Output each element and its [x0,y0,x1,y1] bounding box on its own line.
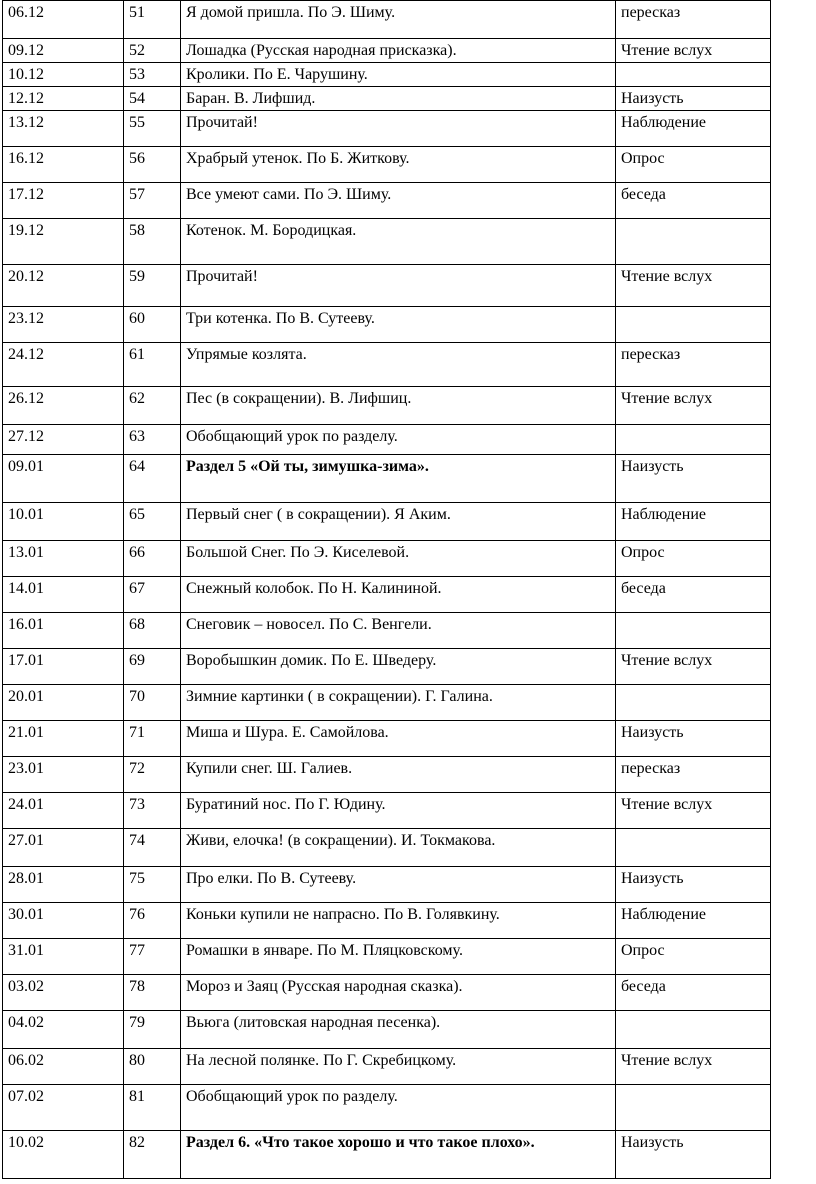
lesson-number-cell: 70 [124,685,181,721]
table-row [3,867,771,903]
topic-cell: Упрямые козлята. [181,343,616,387]
table-row [3,1131,771,1179]
date-cell: 20.12 [3,265,124,307]
date-cell: 17.01 [3,649,124,685]
topic-cell: Прочитай! [181,111,616,147]
lesson-number-cell: 52 [124,39,181,63]
form-cell: Наблюдение [616,903,771,939]
table-row [3,343,771,387]
form-cell [616,307,771,343]
form-cell: Наизусть [616,721,771,757]
table-row [3,265,771,307]
form-cell: Наизусть [616,1131,771,1179]
topic-cell: Ромашки в январе. По М. Пляцковскому. [181,939,616,975]
form-cell: Опрос [616,541,771,577]
date-cell: 19.12 [3,219,124,265]
table-row [3,757,771,793]
topic-cell: Купили снег. Ш. Галиев. [181,757,616,793]
table-row [3,503,771,541]
topic-cell: Мороз и Заяц (Русская народная сказка). [181,975,616,1011]
table-row [3,147,771,183]
lesson-number-cell: 53 [124,63,181,87]
date-cell: 20.01 [3,685,124,721]
topic-cell: На лесной полянке. По Г. Скребицкому. [181,1049,616,1085]
topic-cell: Три котенка. По В. Сутееву. [181,307,616,343]
date-cell: 31.01 [3,939,124,975]
topic-cell: Обобщающий урок по разделу. [181,425,616,455]
date-cell: 24.01 [3,793,124,829]
form-cell: беседа [616,577,771,613]
topic-cell: Раздел 5 «Ой ты, зимушка-зима». [181,455,616,503]
lesson-number-cell: 58 [124,219,181,265]
lesson-number-cell: 74 [124,829,181,867]
date-cell: 06.02 [3,1049,124,1085]
lesson-number-cell: 69 [124,649,181,685]
date-cell: 09.12 [3,39,124,63]
lesson-number-cell: 66 [124,541,181,577]
topic-cell: Обобщающий урок по разделу. [181,1085,616,1131]
date-cell: 07.02 [3,1085,124,1131]
date-cell: 04.02 [3,1011,124,1049]
date-cell: 13.01 [3,541,124,577]
date-cell: 10.01 [3,503,124,541]
form-cell [616,1011,771,1049]
form-cell: Наизусть [616,87,771,111]
date-cell: 09.01 [3,455,124,503]
topic-cell: Снеговик – новосел. По С. Венгели. [181,613,616,649]
lesson-number-cell: 68 [124,613,181,649]
lesson-number-cell: 73 [124,793,181,829]
topic-cell: Живи, елочка! (в сокращении). И. Токмакова. [181,829,616,867]
date-cell: 03.02 [3,975,124,1011]
table-row [3,455,771,503]
table-row [3,1011,771,1049]
form-cell [616,613,771,649]
date-cell: 12.12 [3,87,124,111]
lesson-number-cell: 57 [124,183,181,219]
form-cell: Опрос [616,147,771,183]
date-cell: 26.12 [3,387,124,425]
form-cell: Чтение вслух [616,793,771,829]
table-row [3,1085,771,1131]
lesson-number-cell: 51 [124,1,181,39]
lesson-number-cell: 67 [124,577,181,613]
table-row [3,613,771,649]
lesson-number-cell: 71 [124,721,181,757]
topic-cell: Коньки купили не напрасно. По В. Голявкину. [181,903,616,939]
topic-cell: Кролики. По Е. Чарушину. [181,63,616,87]
topic-cell: Вьюга (литовская народная песенка). [181,1011,616,1049]
topic-cell: Миша и Шура. Е. Самойлова. [181,721,616,757]
table-row [3,541,771,577]
topic-cell: Раздел 6. «Что такое хорошо и что такое плохо». [181,1131,616,1179]
form-cell: беседа [616,975,771,1011]
lesson-plan-table-body [3,1,771,1179]
lesson-number-cell: 65 [124,503,181,541]
topic-cell: Все умеют сами. По Э. Шиму. [181,183,616,219]
table-row [3,793,771,829]
date-cell: 23.01 [3,757,124,793]
topic-cell: Пес (в сокращении). В. Лифшиц. [181,387,616,425]
date-cell: 24.12 [3,343,124,387]
form-cell: Наизусть [616,455,771,503]
lesson-plan-table [2,0,771,1179]
form-cell: Чтение вслух [616,39,771,63]
lesson-number-cell: 72 [124,757,181,793]
table-row [3,903,771,939]
date-cell: 23.12 [3,307,124,343]
topic-cell: Я домой пришла. По Э. Шиму. [181,1,616,39]
table-row [3,685,771,721]
table-row [3,721,771,757]
table-row [3,829,771,867]
date-cell: 27.12 [3,425,124,455]
form-cell [616,63,771,87]
lesson-number-cell: 59 [124,265,181,307]
lesson-number-cell: 61 [124,343,181,387]
lesson-number-cell: 56 [124,147,181,183]
date-cell: 16.01 [3,613,124,649]
table-row [3,111,771,147]
table-row [3,219,771,265]
date-cell: 17.12 [3,183,124,219]
lesson-number-cell: 64 [124,455,181,503]
form-cell [616,829,771,867]
date-cell: 10.02 [3,1131,124,1179]
date-cell: 21.01 [3,721,124,757]
lesson-number-cell: 55 [124,111,181,147]
table-row [3,577,771,613]
form-cell: Чтение вслух [616,387,771,425]
table-row [3,307,771,343]
topic-cell: Котенок. М. Бородицкая. [181,219,616,265]
lesson-number-cell: 54 [124,87,181,111]
date-cell: 27.01 [3,829,124,867]
table-row [3,87,771,111]
date-cell: 16.12 [3,147,124,183]
form-cell: Наблюдение [616,111,771,147]
form-cell [616,685,771,721]
lesson-number-cell: 80 [124,1049,181,1085]
topic-cell: Буратиний нос. По Г. Юдину. [181,793,616,829]
table-row [3,39,771,63]
form-cell [616,425,771,455]
topic-cell: Воробышкин домик. По Е. Шведеру. [181,649,616,685]
form-cell [616,1085,771,1131]
date-cell: 10.12 [3,63,124,87]
form-cell: пересказ [616,1,771,39]
topic-cell: Баран. В. Лифшид. [181,87,616,111]
topic-cell: Прочитай! [181,265,616,307]
form-cell: Наизусть [616,867,771,903]
lesson-number-cell: 60 [124,307,181,343]
table-row [3,649,771,685]
form-cell: беседа [616,183,771,219]
form-cell: Наблюдение [616,503,771,541]
date-cell: 06.12 [3,1,124,39]
date-cell: 14.01 [3,577,124,613]
form-cell: Опрос [616,939,771,975]
table-row [3,425,771,455]
lesson-number-cell: 79 [124,1011,181,1049]
topic-cell: Большой Снег. По Э. Киселевой. [181,541,616,577]
table-row [3,63,771,87]
form-cell: Чтение вслух [616,649,771,685]
date-cell: 28.01 [3,867,124,903]
lesson-number-cell: 82 [124,1131,181,1179]
topic-cell: Первый снег ( в сокращении). Я Аким. [181,503,616,541]
topic-cell: Про елки. По В. Сутееву. [181,867,616,903]
form-cell: Чтение вслух [616,265,771,307]
lesson-number-cell: 62 [124,387,181,425]
form-cell: пересказ [616,343,771,387]
table-row [3,975,771,1011]
lesson-number-cell: 81 [124,1085,181,1131]
form-cell [616,219,771,265]
table-row [3,1,771,39]
lesson-number-cell: 75 [124,867,181,903]
topic-cell: Храбрый утенок. По Б. Житкову. [181,147,616,183]
lesson-number-cell: 76 [124,903,181,939]
form-cell: Чтение вслух [616,1049,771,1085]
lesson-number-cell: 63 [124,425,181,455]
topic-cell: Лошадка (Русская народная присказка). [181,39,616,63]
lesson-number-cell: 77 [124,939,181,975]
table-row [3,387,771,425]
table-row [3,1049,771,1085]
table-row [3,939,771,975]
date-cell: 13.12 [3,111,124,147]
lesson-number-cell: 78 [124,975,181,1011]
table-row [3,183,771,219]
topic-cell: Зимние картинки ( в сокращении). Г. Галина. [181,685,616,721]
form-cell: пересказ [616,757,771,793]
date-cell: 30.01 [3,903,124,939]
topic-cell: Снежный колобок. По Н. Калининой. [181,577,616,613]
